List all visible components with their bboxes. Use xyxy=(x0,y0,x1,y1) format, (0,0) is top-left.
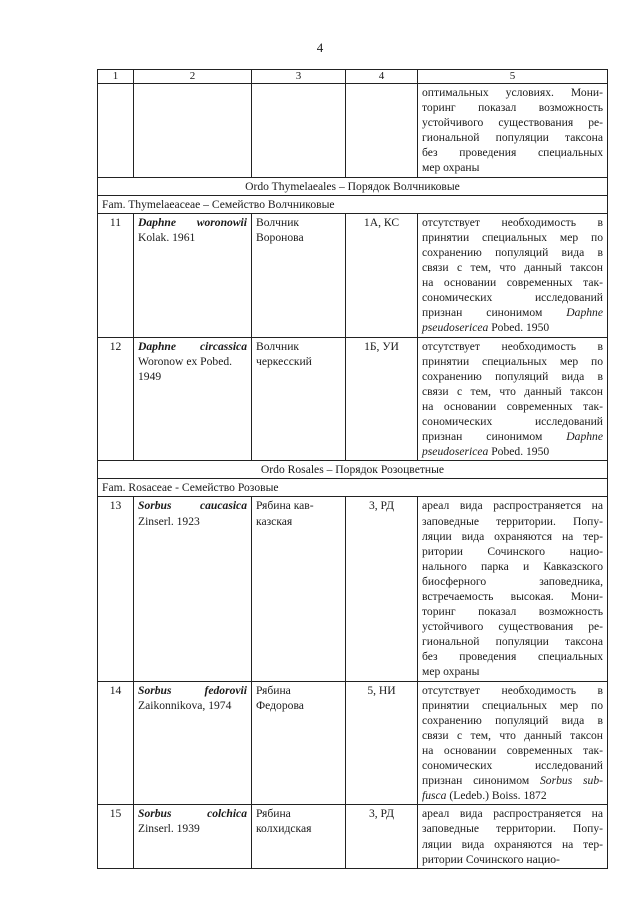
species-cell xyxy=(134,681,252,805)
species-name xyxy=(138,806,247,821)
table-row xyxy=(98,213,608,337)
notes-line: сохранению популяций вида в xyxy=(422,713,603,727)
status-cell xyxy=(346,84,418,178)
species-author: Kolak. 1961 xyxy=(138,230,196,244)
notes-cell xyxy=(418,681,608,805)
notes-line: устойчивого существования ре- xyxy=(422,620,603,634)
order-row xyxy=(98,177,608,195)
common-name-cell xyxy=(252,84,346,178)
notes-line: ритории Сочинского нацио- xyxy=(422,544,603,558)
notes-line: связи с тем, что данный таксон xyxy=(422,261,603,275)
genus-name: Daphne xyxy=(138,215,177,229)
notes-line: признан синонимом Sorbus sub- xyxy=(422,774,603,788)
taxon-synonym: pseudosericea xyxy=(422,445,489,459)
notes-line: без проведения специальных xyxy=(422,650,603,664)
row-number: 13 xyxy=(98,497,134,681)
taxon-synonym: Daphne xyxy=(566,430,603,444)
notes-line: сономических исследований xyxy=(422,291,603,305)
taxon-synonym: fusca xyxy=(422,789,447,803)
table-row xyxy=(98,497,608,681)
common-name-line: колхидская xyxy=(256,822,312,836)
order-heading: Ordo Thymelaeales – Порядок Волчниковые xyxy=(98,177,608,195)
taxon-synonym: Daphne xyxy=(566,306,603,320)
notes-line: нального парка и Кавказского xyxy=(422,559,603,573)
common-name-line: Волчник xyxy=(256,339,300,353)
order-row xyxy=(98,461,608,479)
genus-name: Sorbus xyxy=(138,499,172,513)
common-name-line: Воронова xyxy=(256,230,304,244)
notes-line: устойчивого существования ре- xyxy=(422,116,603,130)
table-row xyxy=(98,681,608,805)
row-number: 12 xyxy=(98,337,134,461)
notes-line: заповедные территории. Попу- xyxy=(422,514,603,528)
notes-cell xyxy=(418,805,608,868)
species-cell xyxy=(134,337,252,461)
notes-line: отсутствует необходимость в xyxy=(422,339,603,353)
species-epithet: fedorovii xyxy=(204,683,247,697)
notes-line: на основании современных так- xyxy=(422,743,603,757)
family-row xyxy=(98,195,608,213)
common-name-cell xyxy=(252,805,346,868)
common-name-line: Волчник xyxy=(256,215,300,229)
status-cell: 3, РД xyxy=(346,805,418,868)
header-cell: 5 xyxy=(418,70,608,84)
notes-line: принятии специальных мер по xyxy=(422,230,603,244)
species-author: Zaikonnikova, 1974 xyxy=(138,698,232,712)
notes-line: сохранению популяций вида в xyxy=(422,245,603,259)
notes-line: pseudosericea Pobed. 1950 xyxy=(422,445,550,459)
species-epithet: circassica xyxy=(199,339,247,353)
notes-line: ареал вида распространяется на xyxy=(422,499,603,513)
row-number: 15 xyxy=(98,805,134,868)
notes-line: отсутствует необходимость в xyxy=(422,215,603,229)
notes-line: признан синонимом Daphne xyxy=(422,430,603,444)
notes-line: ляции вида охраняются на тер- xyxy=(422,837,603,851)
notes-line: мер охраны xyxy=(422,665,480,679)
notes-line: отсутствует необходимость в xyxy=(422,683,603,697)
species-cell xyxy=(134,213,252,337)
notes-line: ритории Сочинского нацио- xyxy=(422,852,560,866)
notes-line: торинг показал возможность xyxy=(422,605,603,619)
notes-line: на основании современных так- xyxy=(422,276,603,290)
genus-name: Sorbus xyxy=(138,683,172,697)
header-cell: 3 xyxy=(252,70,346,84)
species-name xyxy=(138,683,247,698)
species-author: Zinserl. 1939 xyxy=(138,822,200,836)
notes-line: признан синонимом Daphne xyxy=(422,306,603,320)
notes-line: сономических исследований xyxy=(422,759,603,773)
common-name-cell xyxy=(252,337,346,461)
notes-line: оптимальных условиях. Мони- xyxy=(422,86,603,99)
notes-line: сономических исследований xyxy=(422,414,603,428)
taxon-synonym: Sorbus sub- xyxy=(540,774,603,788)
notes-cell xyxy=(418,84,608,178)
status-cell: 1Б, УИ xyxy=(346,337,418,461)
row-number: 11 xyxy=(98,213,134,337)
notes-line: ареал вида распространяется на xyxy=(422,807,603,821)
row-number: 14 xyxy=(98,681,134,805)
notes-line: без проведения специальных xyxy=(422,146,603,160)
species-name xyxy=(138,215,247,230)
table-row xyxy=(98,337,608,461)
family-heading: Fam. Thymelaeaceae – Семейство Волчниковые xyxy=(98,195,608,213)
common-name-line: казская xyxy=(256,514,293,528)
notes-line: fusca (Ledeb.) Boiss. 1872 xyxy=(422,789,547,803)
notes-line: связи с тем, что данный таксон xyxy=(422,384,603,398)
species-epithet: caucasica xyxy=(199,499,247,513)
common-name-cell xyxy=(252,681,346,805)
notes-line: гиональной популяции таксона xyxy=(422,635,603,649)
common-name-cell xyxy=(252,497,346,681)
species-name xyxy=(138,498,247,513)
notes-line: принятии специальных мер по xyxy=(422,698,603,712)
family-row xyxy=(98,479,608,497)
common-name-line: Рябина xyxy=(256,807,291,821)
notes-line: биосферного заповедника, xyxy=(422,574,603,588)
notes-line: принятии специальных мер по xyxy=(422,354,603,368)
notes-line: ляции вида охраняются на тер- xyxy=(422,529,603,543)
table-header-row xyxy=(98,70,608,84)
taxon-synonym: pseudosericea xyxy=(422,321,489,335)
status-cell: 5, НИ xyxy=(346,681,418,805)
genus-name: Daphne xyxy=(138,339,177,353)
header-cell: 4 xyxy=(346,70,418,84)
order-heading: Ordo Rosales – Порядок Розоцветные xyxy=(98,461,608,479)
status-cell: 3, РД xyxy=(346,497,418,681)
species-epithet: woronowii xyxy=(196,215,247,229)
notes-line: гиональной популяции таксона xyxy=(422,131,603,145)
species-epithet: colchica xyxy=(207,807,247,821)
common-name-cell xyxy=(252,213,346,337)
page-number: 4 xyxy=(316,40,324,55)
notes-line: мер охраны xyxy=(422,161,480,175)
genus-name: Sorbus xyxy=(138,807,172,821)
notes-line: pseudosericea Pobed. 1950 xyxy=(422,321,550,335)
status-cell: 1А, КС xyxy=(346,213,418,337)
species-cell xyxy=(134,84,252,178)
common-name-line: Федорова xyxy=(256,698,304,712)
num-cell xyxy=(98,84,134,178)
species-cell xyxy=(134,805,252,868)
header-cell: 2 xyxy=(134,70,252,84)
notes-line: встречаемость высокая. Мони- xyxy=(422,590,603,603)
notes-cell xyxy=(418,213,608,337)
table-row xyxy=(98,805,608,868)
notes-line: связи с тем, что данный таксон xyxy=(422,728,603,742)
species-cell xyxy=(134,497,252,681)
notes-line: заповедные территории. Попу- xyxy=(422,822,603,836)
notes-cell xyxy=(418,497,608,681)
header-cell: 1 xyxy=(98,70,134,84)
species-author: Woronow ex Pobed. 1949 xyxy=(138,354,233,383)
common-name-line: Рябина кав- xyxy=(256,499,314,513)
family-heading: Fam. Rosaceae - Семейство Розовые xyxy=(98,479,608,497)
continuation-row xyxy=(98,84,608,178)
species-table xyxy=(97,69,608,869)
notes-line: сохранению популяций вида в xyxy=(422,369,603,383)
species-author: Zinserl. 1923 xyxy=(138,514,200,528)
notes-line: на основании современных так- xyxy=(422,399,603,413)
notes-line: торинг показал возможность xyxy=(422,101,603,115)
common-name-line: черкесский xyxy=(256,354,312,368)
species-name xyxy=(138,339,247,354)
notes-cell xyxy=(418,337,608,461)
common-name-line: Рябина xyxy=(256,683,291,697)
